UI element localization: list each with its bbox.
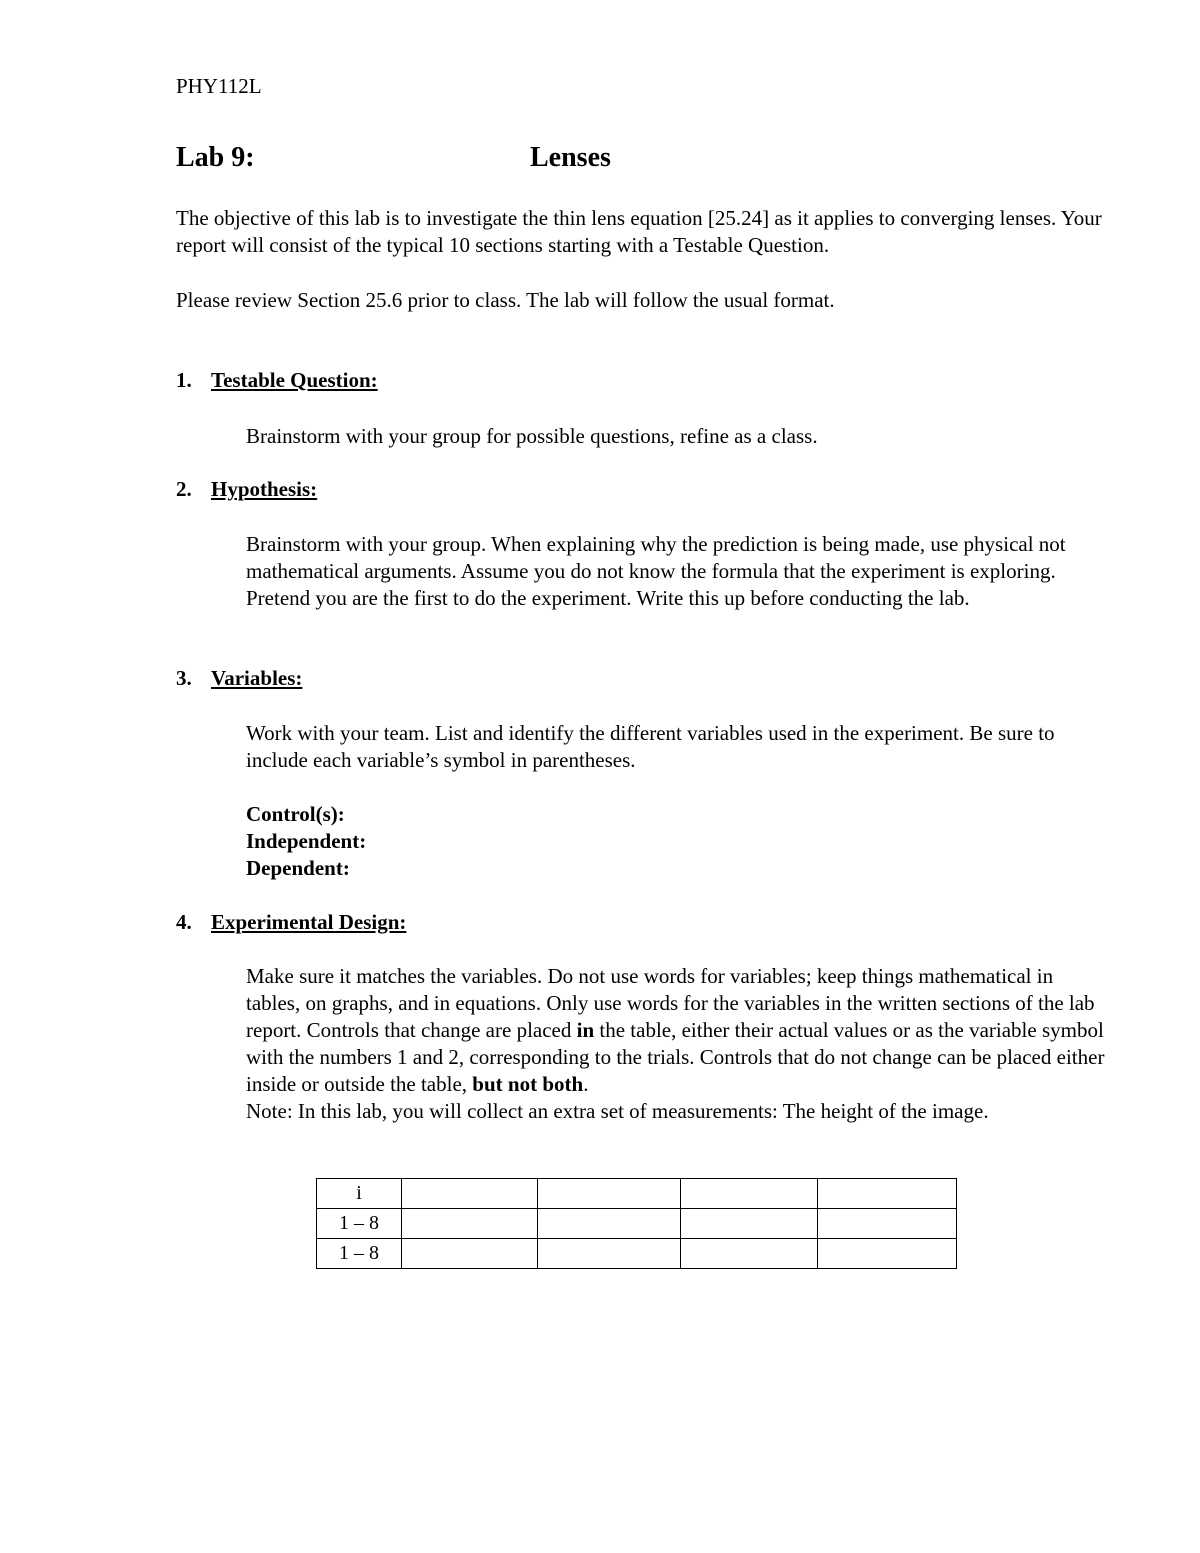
table-cell: 1 – 8 [317, 1239, 402, 1269]
dependent-label: Dependent: [246, 856, 350, 880]
section-body-testable-question: Brainstorm with your group for possible questions, refine as a class. [246, 424, 818, 448]
table-cell [818, 1239, 957, 1269]
section-body-variables: Work with your team. List and identify the different variables used in the experiment. Be sure to include each variable’s symbol in parentheses. [246, 721, 1055, 772]
lab-number: Lab 9: [176, 142, 255, 173]
data-table [316, 1178, 957, 1269]
table-cell [402, 1209, 538, 1239]
section-label: Experimental Design: [211, 910, 407, 934]
table-cell [681, 1239, 818, 1269]
intro-paragraph: The objective of this lab is to investigate the thin lens equation [25.24] as it applies to converging lenses. Your report will consist of the typical 10 sections starting with a Testable Question. [176, 206, 1102, 257]
design-emphasis-in: in [576, 1018, 595, 1042]
table-cell [818, 1209, 957, 1239]
section-number: 2. [176, 477, 192, 501]
table-cell [818, 1179, 957, 1209]
design-note: Note: In this lab, you will collect an extra set of measurements: The height of the image. [246, 1099, 989, 1123]
table-row [317, 1239, 957, 1269]
design-text-part: the table, either their actual values or as the variable symbol with the numbers 1 and 2, corresponding to the trials. Controls that do not change can be placed either inside or outside the table, [246, 1018, 1105, 1096]
page-title [176, 142, 876, 182]
table-cell [402, 1179, 538, 1209]
section-label: Hypothesis: [211, 477, 318, 501]
table-row [317, 1179, 957, 1209]
section-heading-hypothesis [176, 477, 317, 502]
section-number: 3. [176, 666, 192, 690]
table-cell [681, 1179, 818, 1209]
independent-label: Independent: [246, 829, 367, 853]
section-heading-experimental-design [176, 910, 406, 935]
lab-topic: Lenses [530, 142, 611, 173]
section-label: Variables: [211, 666, 303, 690]
section-heading-testable-question [176, 368, 378, 393]
section-number: 1. [176, 368, 192, 392]
variable-list [246, 801, 1106, 882]
table-cell: i [317, 1179, 402, 1209]
design-text-part: Make sure it matches the variables. Do not use words for variables; keep things mathematical in tables, on graphs, and in equations. Only use words for the variables in the written sections of the lab report. Controls that change are placed [246, 964, 1095, 1042]
course-header: PHY112L [176, 74, 262, 98]
table-cell [538, 1239, 681, 1269]
table-row [317, 1209, 957, 1239]
design-text-part: . [583, 1072, 589, 1096]
table-cell [402, 1239, 538, 1269]
section-body-experimental-design [246, 963, 1106, 1125]
table-cell: 1 – 8 [317, 1209, 402, 1239]
section-body-hypothesis: Brainstorm with your group. When explaining why the prediction is being made, use physical not mathematical arguments. Assume you do not know the formula that the experiment is exploring. Pretend you are the first to do the experiment. Write this up before conducting the lab. [246, 532, 1066, 610]
controls-label: Control(s): [246, 802, 345, 826]
section-label: Testable Question: [211, 368, 378, 392]
section-number: 4. [176, 910, 192, 934]
section-heading-variables [176, 666, 302, 691]
review-paragraph: Please review Section 25.6 prior to class. The lab will follow the usual format. [176, 288, 835, 312]
design-emphasis-but-not-both: but not both [472, 1072, 584, 1096]
table-cell [538, 1209, 681, 1239]
table-cell [681, 1209, 818, 1239]
table-cell [538, 1179, 681, 1209]
